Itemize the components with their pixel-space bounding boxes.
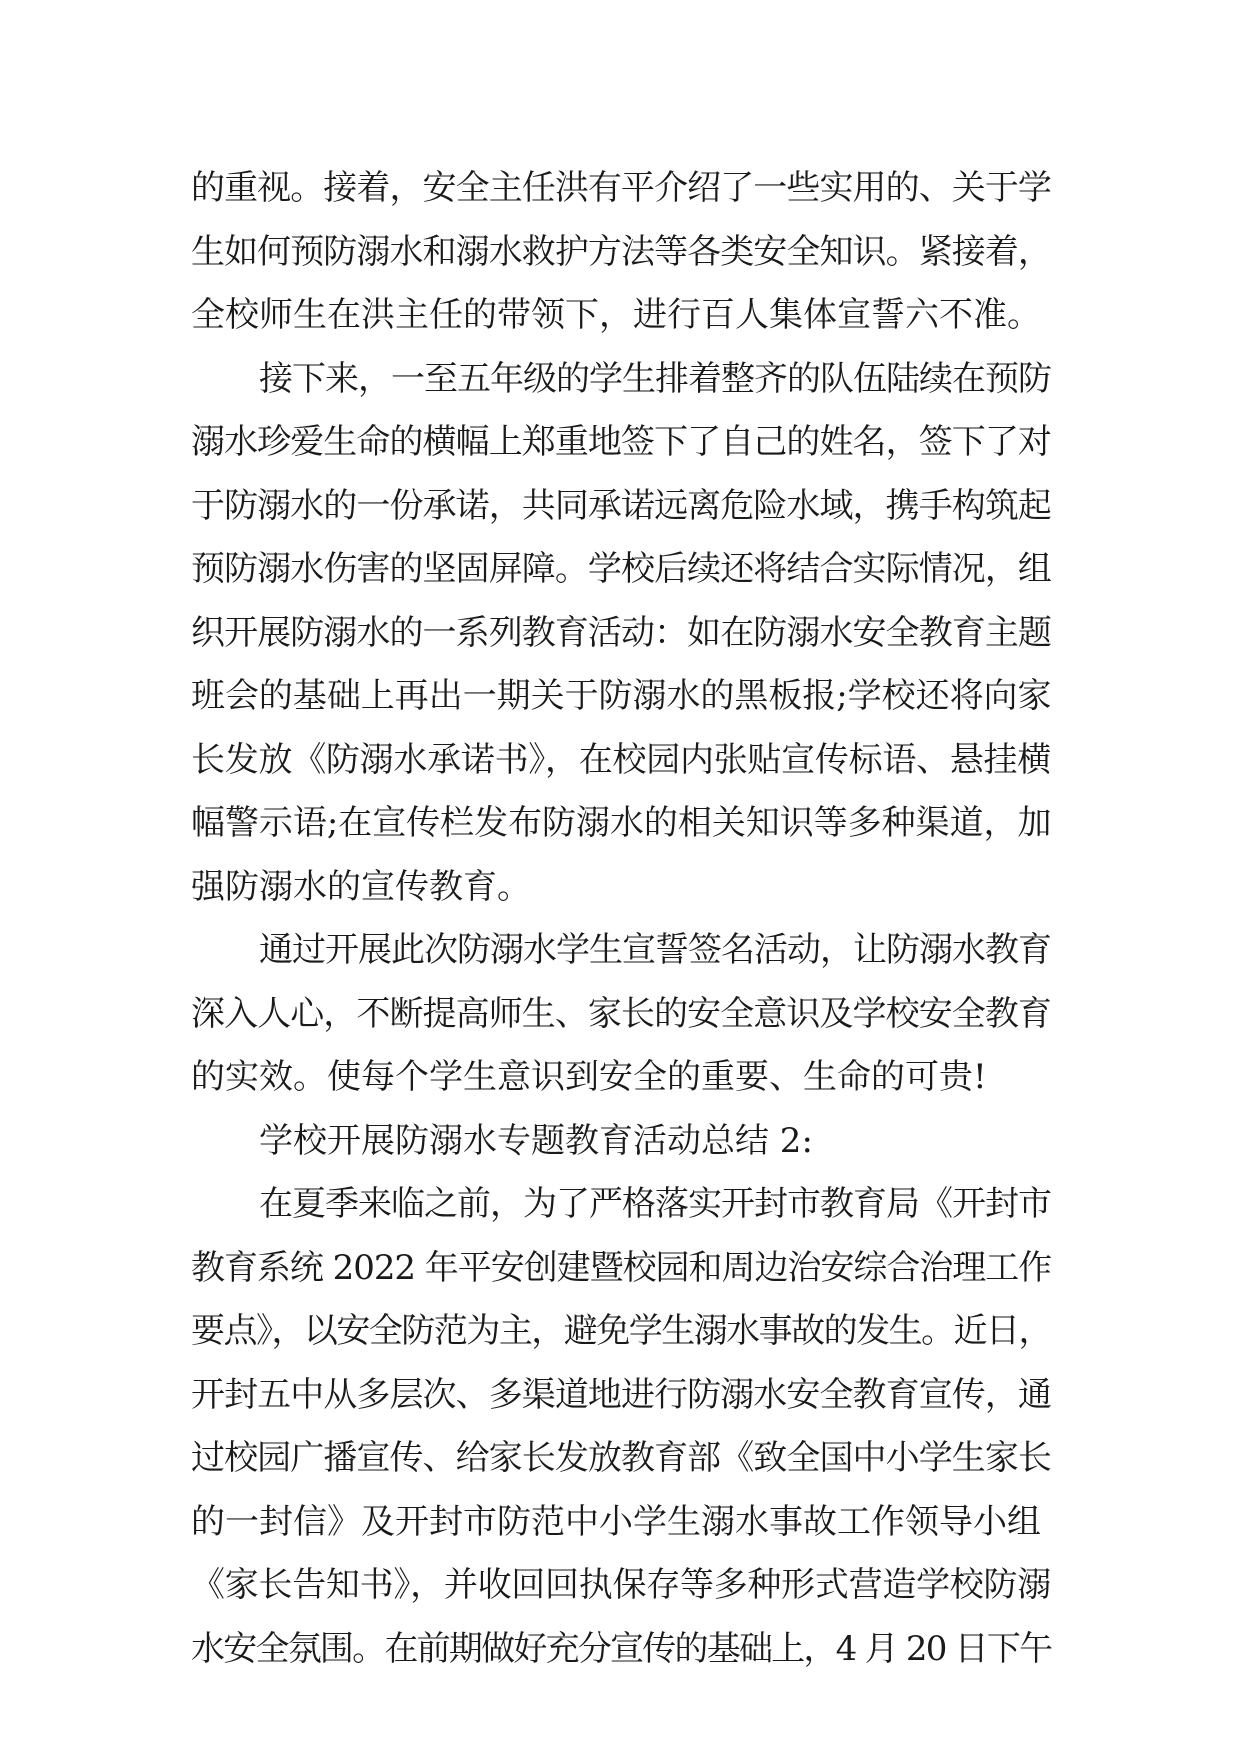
- text-line: 长发放《防溺水承诺书》，在校园内张贴宣传标语、悬挂横: [191, 739, 1051, 780]
- text-line: 强防溺水的宣传教育。: [191, 866, 531, 907]
- text-line: 的实效。使每个学生意识到安全的重要、生命的可贵!: [191, 1057, 987, 1097]
- text-line: 于防溺水的一份承诺，共同承诺远离危险水域，携手构筑起: [191, 485, 1051, 526]
- text-line: 水安全氛围。在前期做好充分宣传的基础上，4 月 20 日下午: [191, 1628, 1052, 1669]
- text-line: 过校园广播宣传、给家长发放教育部《致全国中小学生家长: [191, 1438, 1051, 1478]
- text-line: 《家长告知书》，并收回回执保存等多种形式营造学校防溺: [191, 1565, 1051, 1605]
- text-line: 要点》，以安全防范为主，避免学生溺水事故的发生。近日，: [191, 1311, 1051, 1351]
- text-line: 学校开展防溺水专题教育活动总结 2:: [259, 1120, 813, 1161]
- text-line: 班会的基础上再出一期关于防溺水的黑板报;学校还将向家: [191, 676, 1052, 716]
- text-line: 的一封信》及开封市防范中小学生溺水事故工作领导小组: [191, 1501, 1041, 1542]
- text-line: 溺水珍爱生命的横幅上郑重地签下了自己的姓名，签下了对: [191, 422, 1051, 462]
- text-line: 通过开展此次防溺水学生宣誓签名活动，让防溺水教育: [259, 930, 1051, 970]
- text-line: 在夏季来临之前，为了严格落实开封市教育局《开封市: [259, 1184, 1051, 1224]
- text-line: 全校师生在洪主任的带领下，进行百人集体宣誓六不准。: [191, 295, 1041, 335]
- text-line: 生如何预防溺水和溺水救护方法等各类安全知识。紧接着，: [191, 231, 1051, 272]
- text-line: 开封五中从多层次、多渠道地进行防溺水安全教育宣传，通: [191, 1374, 1051, 1415]
- text-line: 接下来，一至五年级的学生排着整齐的队伍陆续在预防: [259, 358, 1051, 399]
- text-line: 预防溺水伤害的坚固屏障。学校后续还将结合实际情况，组: [191, 549, 1051, 589]
- text-line: 织开展防溺水的一系列教育活动：如在防溺水安全教育主题: [191, 612, 1051, 653]
- text-line: 深入人心，不断提高师生、家长的安全意识及学校安全教育: [191, 993, 1051, 1034]
- text-line: 教育系统 2022 年平安创建暨校园和周边治安综合治理工作: [191, 1247, 1052, 1288]
- text-line: 幅警示语;在宣传栏发布防溺水的相关知识等多种渠道，加: [191, 803, 1052, 843]
- text-line: 的重视。接着，安全主任洪有平介绍了一些实用的、关于学: [191, 168, 1051, 208]
